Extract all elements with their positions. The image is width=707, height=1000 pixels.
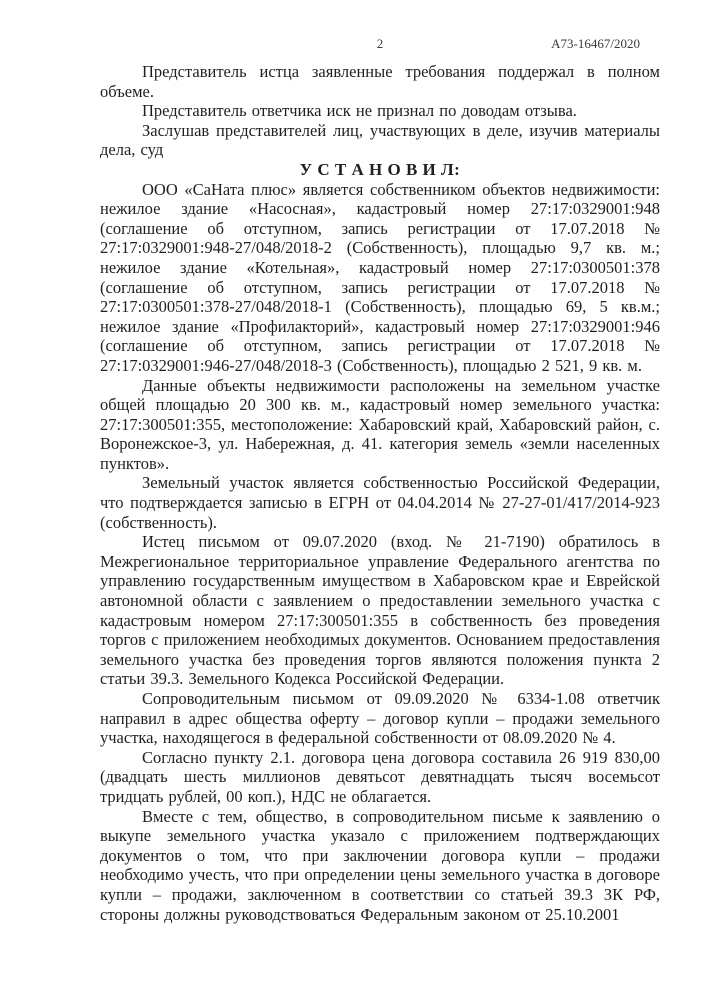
paragraph-company-objection: Вместе с тем, общество, в сопроводительном письме к заявлению о выкупе земельного участка указало с приложением подтверждающих документов о том, что при заключении договора купли – продажи необходимо учесть, что при определении цены земельного участка в договоре купли – продажи, заключенном в соответствии со статьей 39.3 ЗК РФ, стороны должны руководствоваться Федеральным законом от 25.10.2001 bbox=[100, 806, 660, 924]
paragraph-plaintiff-position: Представитель истца заявленные требования поддержал в полном объеме. bbox=[100, 62, 660, 101]
paragraph-defendant-position: Представитель ответчика иск не признал по доводам отзыва. bbox=[142, 101, 577, 121]
ruling-heading: У С Т А Н О В И Л: bbox=[299, 159, 461, 179]
paragraph-land-plot-description: Данные объекты недвижимости расположены на земельном участке общей площадью 20 300 кв. м., кадастровый номер земельного участка: 27:17:300501:355, местоположение: Хабаровский край, Хабаровский район, с. Воронежское-3, ул. Набережная, д. 41. категория земель «земли населенных пунктов». bbox=[100, 375, 660, 473]
paragraph-court-intro: Заслушав представителей лиц, участвующих в деле, изучив материалы дела, суд bbox=[100, 120, 660, 160]
paragraph-federal-ownership: Земельный участок является собственностью Российской Федерации, что подтверждается записью в ЕГРН от 04.04.2014 № 27-27-01/417/2014-923 (собственность). bbox=[100, 473, 660, 532]
case-number: А73-16467/2020 bbox=[551, 36, 640, 51]
page-header bbox=[100, 36, 660, 54]
paragraph-offer-letter: Сопроводительным письмом от 09.09.2020 № 6334-1.08 ответчик направил в адрес общества оферту – договор купли – продажи земельного участка, находящегося в федеральной собственности от 08.09.2020 № 4. bbox=[100, 689, 660, 748]
page-number: 2 bbox=[376, 36, 384, 51]
document-body bbox=[100, 62, 660, 924]
paragraph-contract-price: Согласно пункту 2.1. договора цена договора составила 26 919 830,00 (двадцать шесть миллионов девятьсот девятнадцать тысяч восемьсот тридцать рублей, 00 коп.), НДС не облагается. bbox=[100, 747, 660, 806]
paragraph-application-letter: Истец письмом от 09.07.2020 (вход. № 21-7190) обратилось в Межрегиональное территориальное управление Федерального агентства по управлению государственным имуществом в Хабаровском крае и Еврейской автономной области с заявлением о предоставлении земельного участка с кадастровым номером 27:17:300501:355 в собственность без проведения торгов с приложением необходимых документов. Основанием предоставления земельного участка без проведения торгов являются положения пункта 2 статьи 39.3. Земельного Кодекса Российской Федерации. bbox=[100, 532, 660, 689]
paragraph-property-objects: ООО «СаНата плюс» является собственником объектов недвижимости: нежилое здание «Насосная», кадастровый номер 27:17:0329001:948 (соглашение об отступном, запись регистрации от 17.07.2018 № 27:17:0329001:948-27/048/2018-2 (Собственность), площадью 9,7 кв. м.; нежилое здание «Котельная», кадастровый номер 27:17:0300501:378 (соглашение об отступном, запись регистрации от 17.07.2018 № 27:17:0300501:378-27/048/2018-1 (Собственность), площадью 69, 5 кв.м.; нежилое здание «Профилакторий», кадастровый номер 27:17:0329001:946 (соглашение об отступном, запись регистрации от 17.07.2018 № 27:17:0329001:946-27/048/2018-3 (Собственность), площадью 2 521, 9 кв. м. bbox=[100, 179, 660, 375]
